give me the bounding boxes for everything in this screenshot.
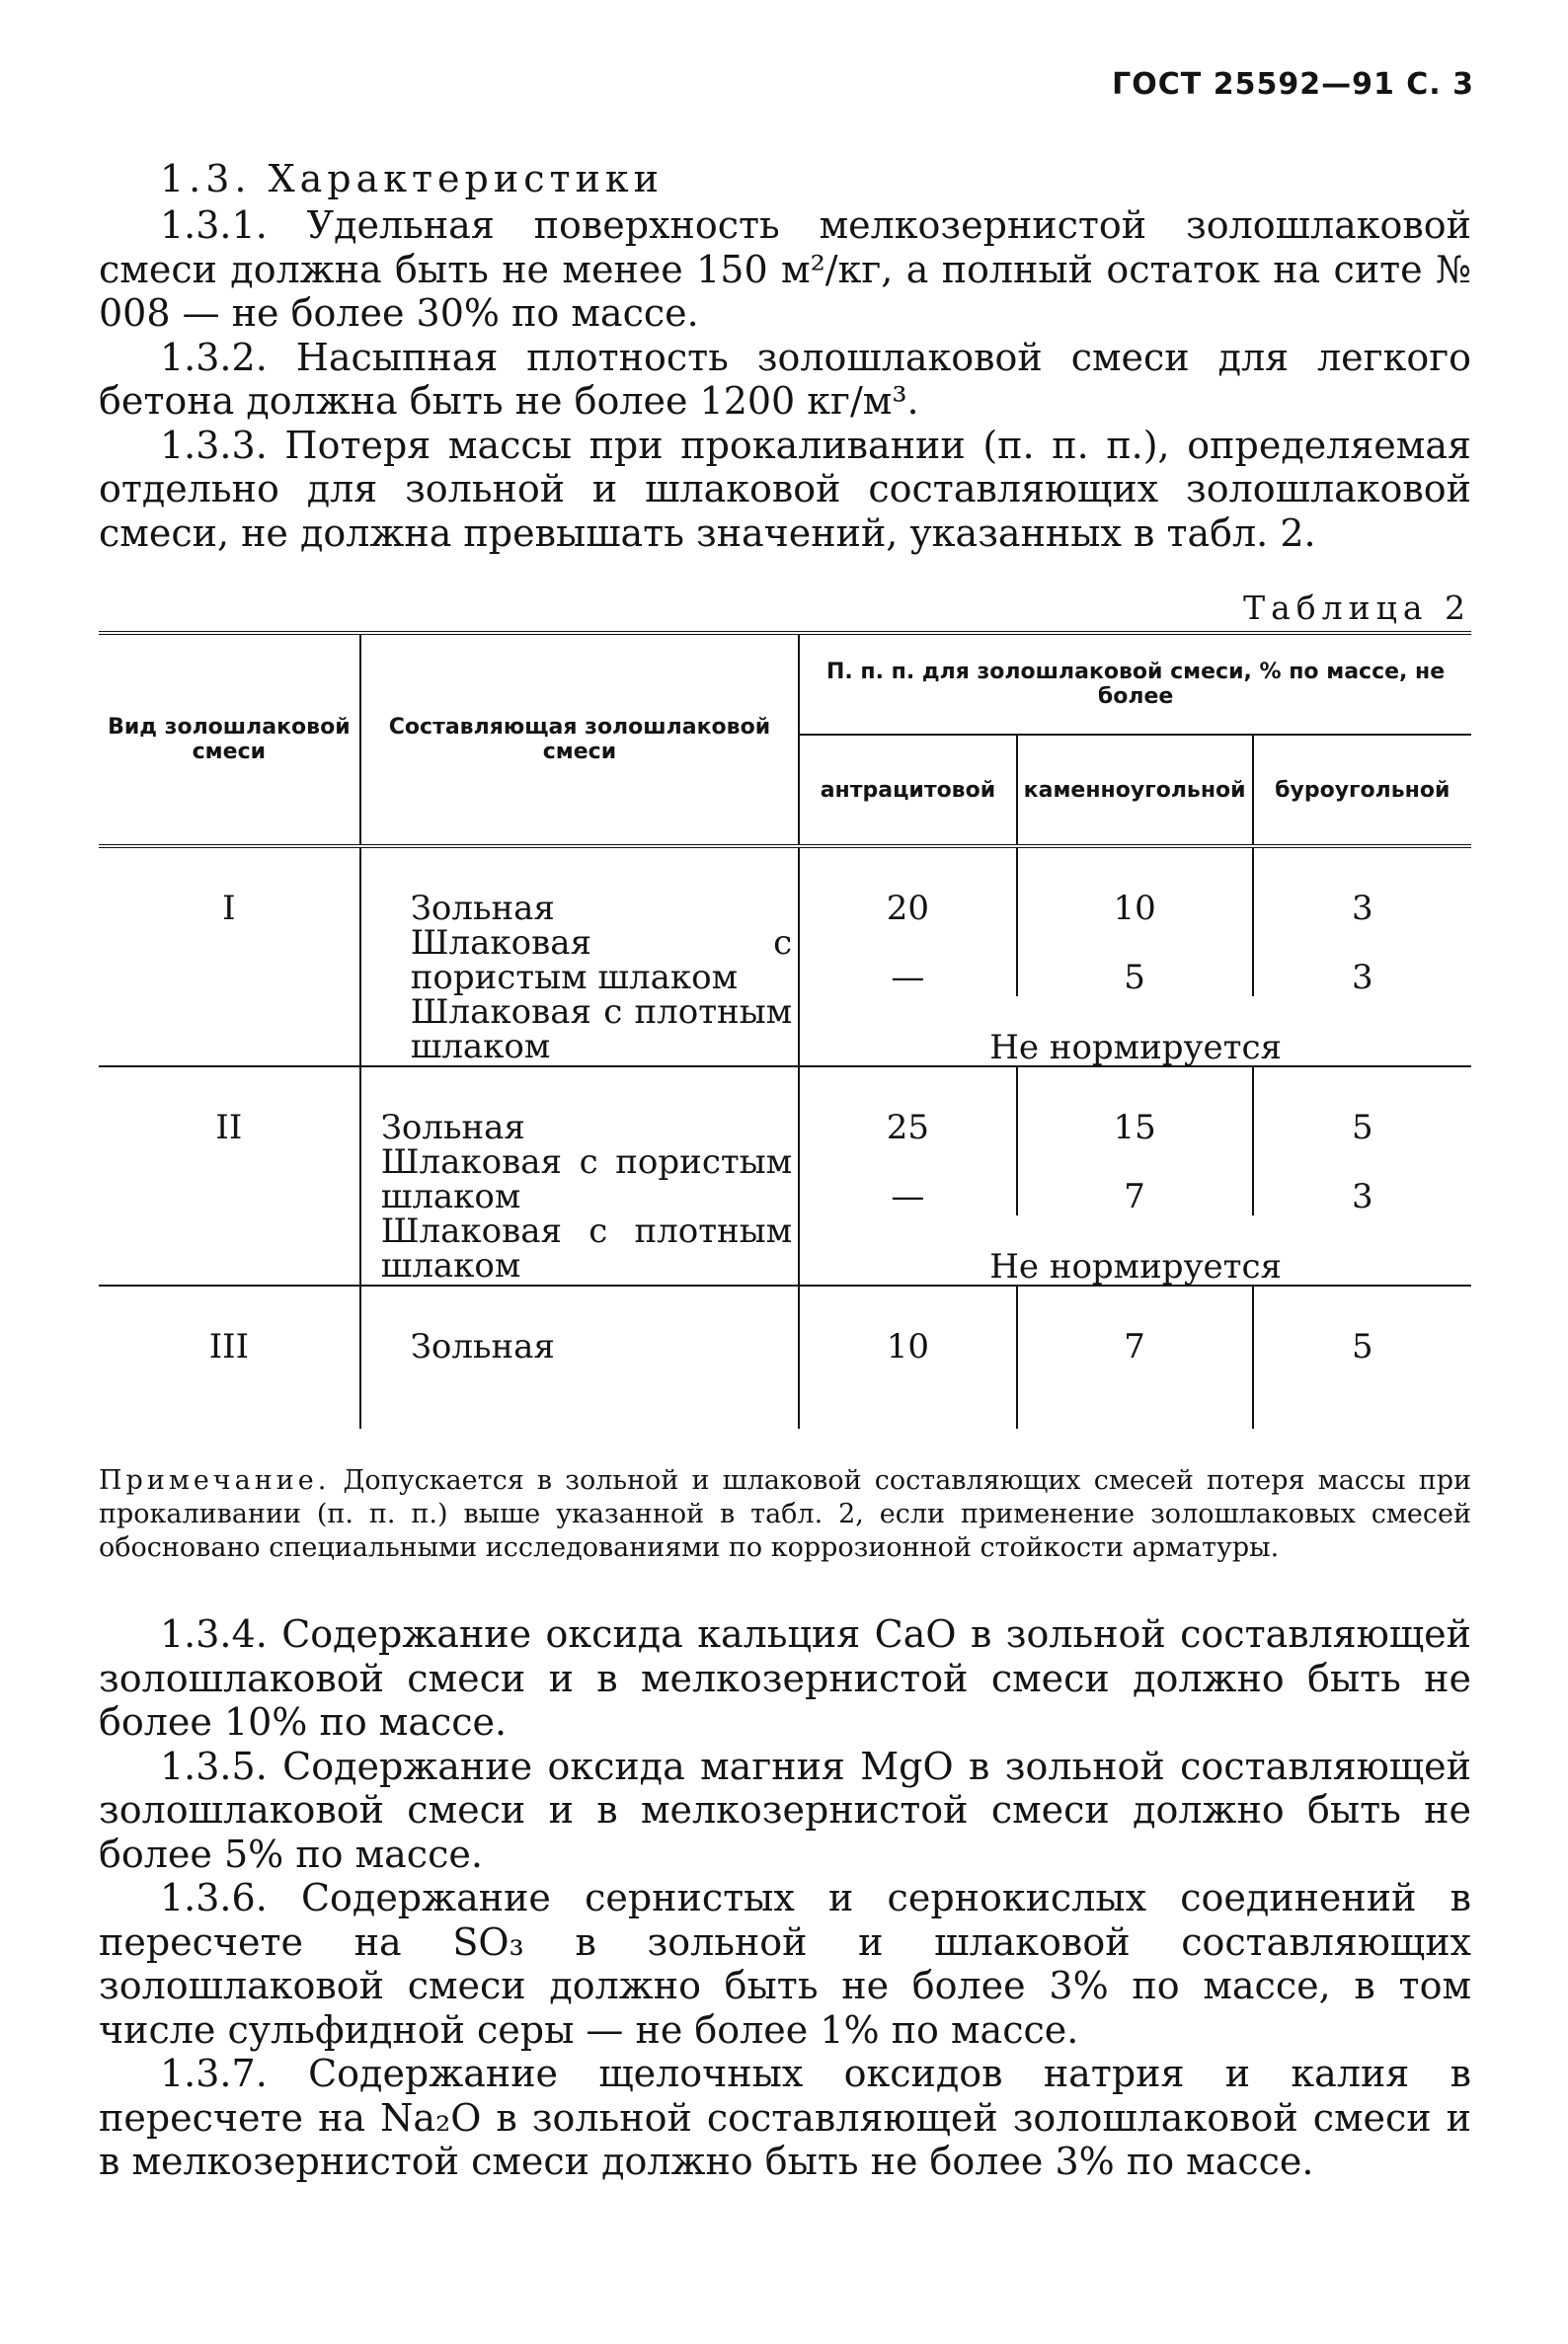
sub-col-coal: каменноугольной [1017,735,1253,846]
kind-cell: I [99,846,360,1066]
not-normalized-cell: Не нормируется [799,1215,1471,1286]
value-cell: 10 [799,1286,1016,1429]
value-cell: 5 [1253,1066,1471,1180]
not-normalized-cell: Не нормируется [799,996,1471,1066]
component-dense: Шлаковая с плотным шлаком [410,992,793,1066]
component-ash: Зольная [380,1108,525,1147]
col-header-group: П. п. п. для золошлаковой смеси, % по массе, не более [799,633,1471,735]
value-cell: 5 [1017,961,1253,996]
component-porous: Шлаковая с пористым шлаком [380,1142,793,1216]
value-cell: 7 [1017,1180,1253,1215]
page-content [99,156,1471,2184]
sub-col-brown-coal: буроугольной [1253,735,1471,846]
paragraph-1-3-3: 1.3.3. Потеря массы при прокаливании (п. п. п.), определяемая отдельно для зольной и шлаковой составляющих золошлаковой смеси, не должна превышать значений, указанных в табл. 2. [99,423,1471,555]
table-caption: Таблица 2 [1243,588,1471,627]
kind-cell: II [99,1066,360,1286]
value-cell: 10 [1017,846,1253,961]
paragraph-1-3-2: 1.3.2. Насыпная плотность золошлаковой смеси для легкого бетона должна быть не более 1200 кг/м³. [99,335,1471,423]
table-note [99,1464,1471,1565]
value-cell: 3 [1253,1180,1471,1215]
note-text: Допускается в зольной и шлаковой составляющих смесей потеря массы при прокаливании (п. п. п.) выше указанной в табл. 2, если применение золошлаковых смесей обосновано специальными исследованиями по коррозионной стойкости арматуры. [99,1465,1471,1563]
component-cell [360,846,799,1066]
paragraph-1-3-7: 1.3.7. Содержание щелочных оксидов натрия и калия в пересчете на Na₂O в зольной составляющей золошлаковой смеси и в мелкозернистой смеси должно быть не более 3% по массе. [99,2052,1471,2183]
value-cell: — [799,1180,1016,1215]
value-cell: — [799,961,1016,996]
value-cell: 20 [799,846,1016,961]
value-cell: 15 [1017,1066,1253,1180]
component-cell [360,1066,799,1286]
paragraph-1-3-4: 1.3.4. Содержание оксида кальция CaO в зольной составляющей золошлаковой смеси и в мелкозернистой смеси должно быть не более 10% по массе. [99,1612,1471,1744]
table-2 [99,631,1471,1429]
note-label: Примечание. [99,1465,331,1496]
section-title: 1.3. Характеристики [160,157,664,200]
component-cell [360,1286,799,1429]
paragraph-1-3-5: 1.3.5. Содержание оксида магния MgO в зольной составляющей золошлаковой смеси и в мелкозернистой смеси должно быть не более 5% по массе. [99,1744,1471,1876]
component-dense: Шлаковая с плотным шлаком [380,1211,793,1286]
value-cell: 25 [799,1066,1016,1180]
component-ash: Зольная [410,889,555,928]
col-header-kind: Вид золошлаковой смеси [99,633,360,846]
table-row [99,1066,1471,1180]
value-cell: 3 [1253,846,1471,961]
sub-col-anthracite: антрацитовой [799,735,1016,846]
paragraph-1-3-1: 1.3.1. Удельная поверхность мелкозернистой золошлаковой смеси должна быть не менее 150 м²/кг, а полный остаток на сите № 008 — не более 30% по массе. [99,203,1471,335]
value-cell: 5 [1253,1286,1471,1429]
table-row [99,846,1471,961]
col-header-component: Составляющая золошлаковой смеси [360,633,799,846]
table-row [99,1286,1471,1429]
value-cell: 7 [1017,1286,1253,1429]
paragraph-1-3-6: 1.3.6. Содержание сернистых и сернокислых соединений в пересчете на SO₃ в зольной и шлаковой составляющих золошлаковой смеси должно быть не более 3% по массе, в том числе сульфидной серы — не более 1% по массе. [99,1876,1471,2052]
component-ash: Зольная [410,1327,555,1367]
page-header: ГОСТ 25592—91 С. 3 [1112,67,1474,102]
value-cell: 3 [1253,961,1471,996]
component-porous: Шлаковая с пористым шлаком [410,923,793,997]
kind-cell: III [208,1327,249,1367]
